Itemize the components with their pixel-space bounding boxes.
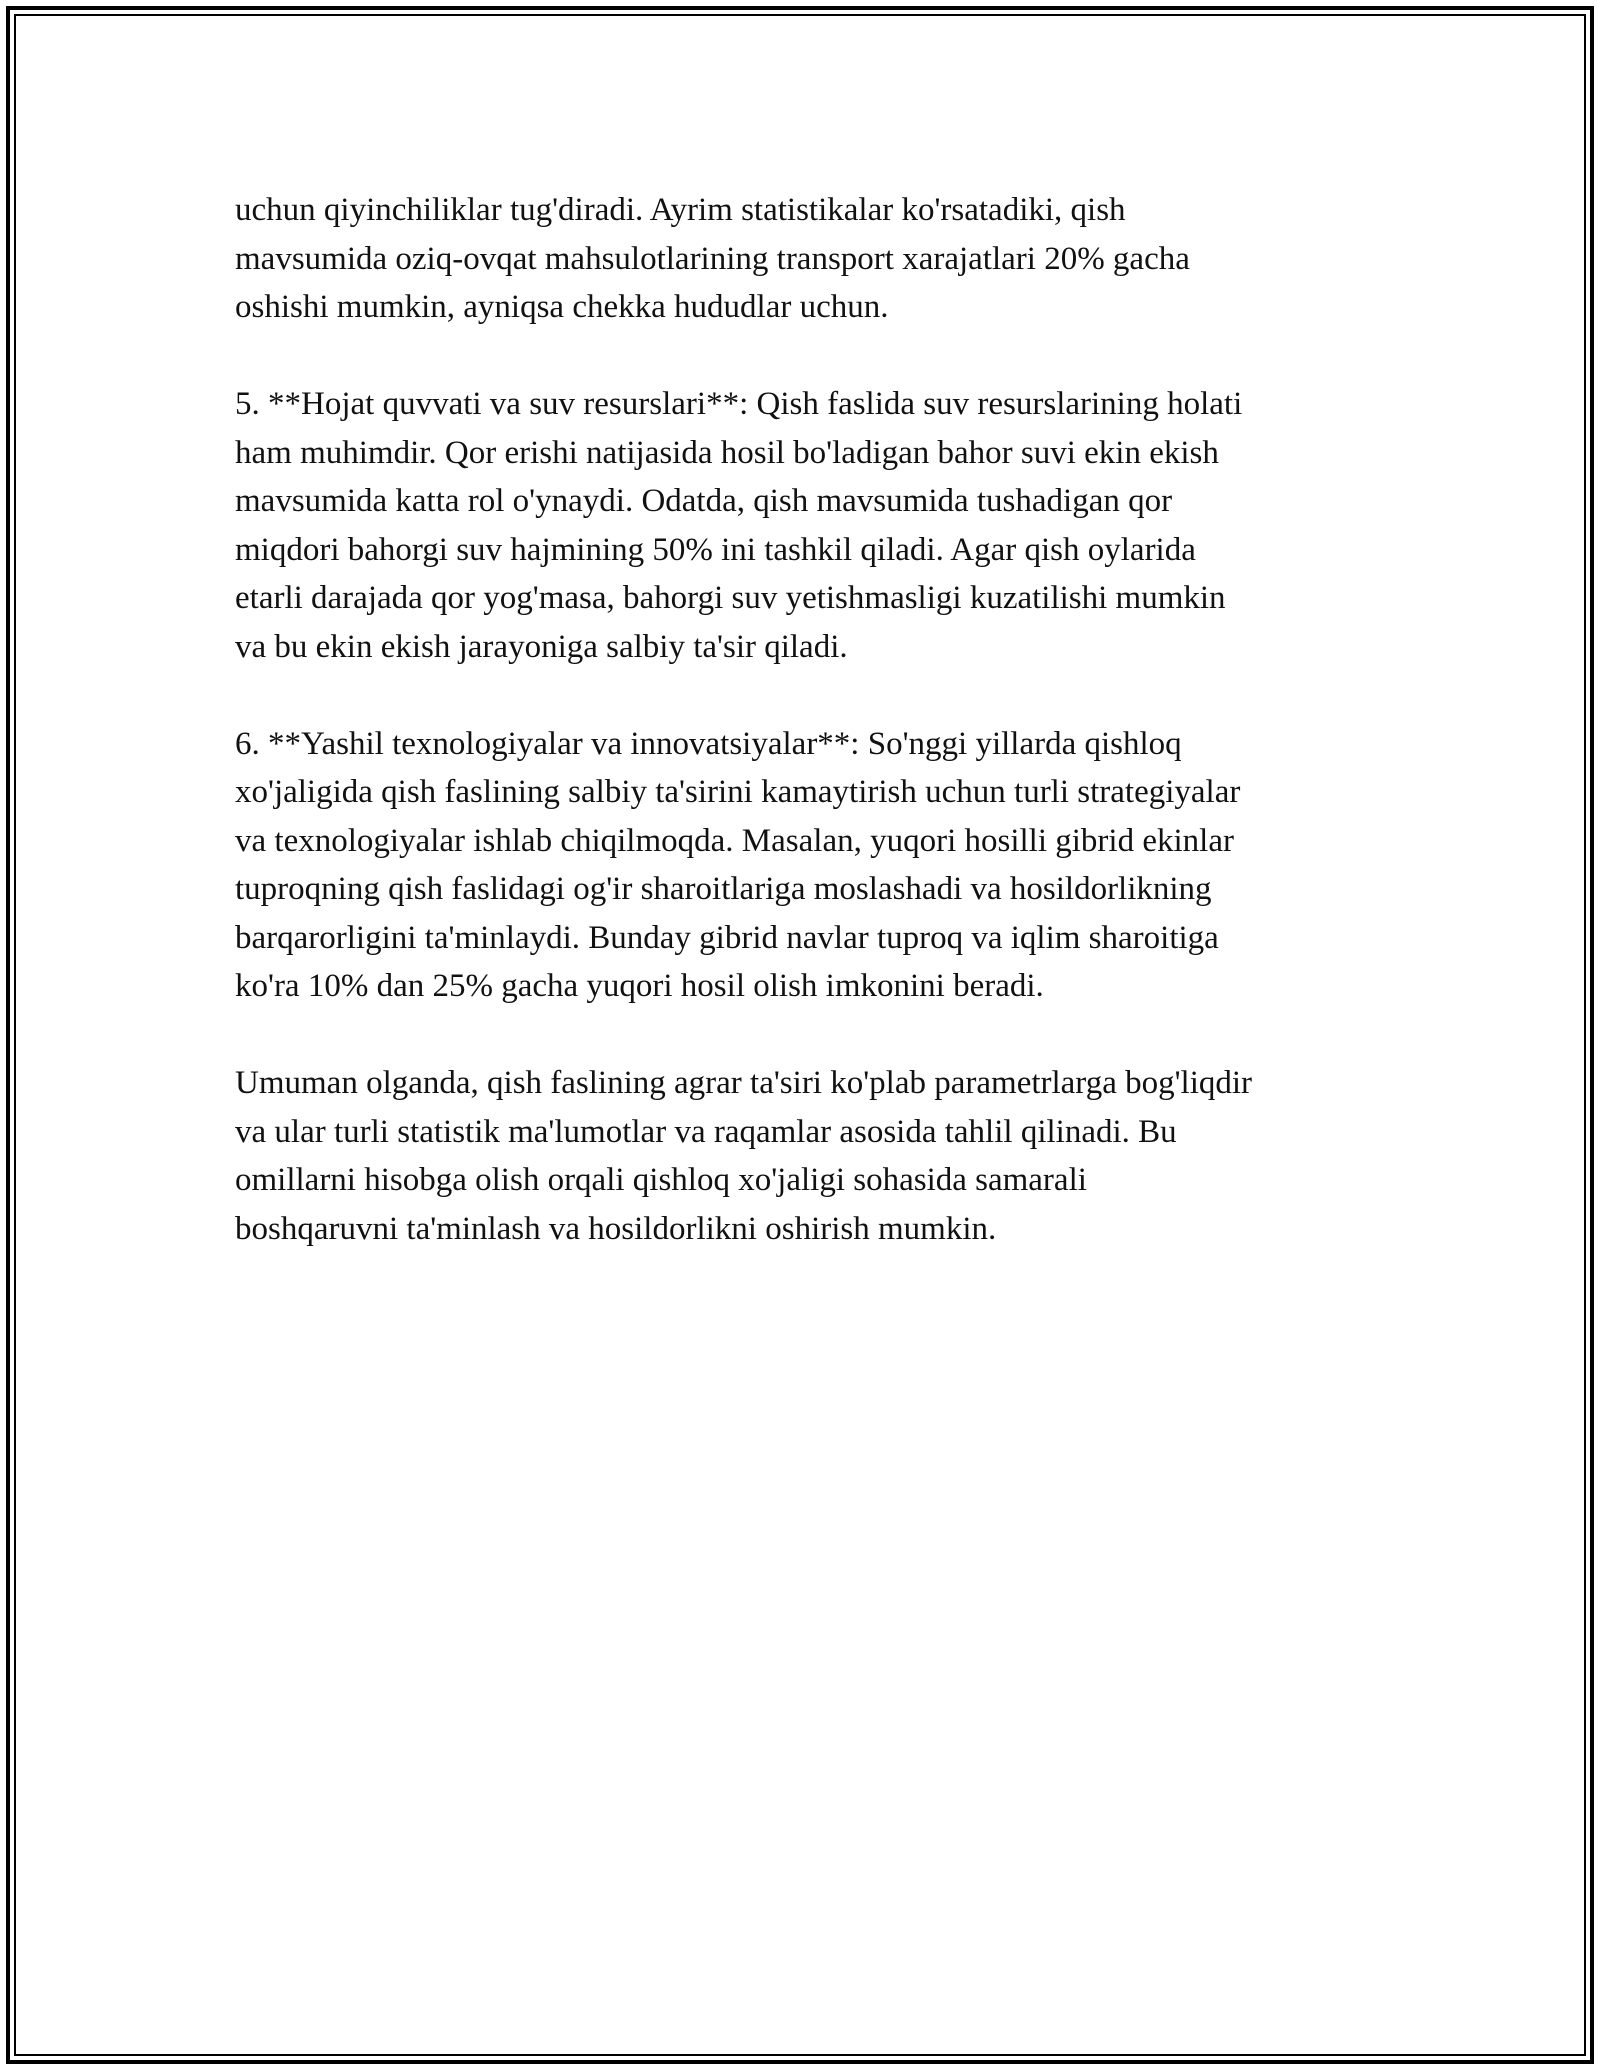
- text-line: 5. **Hojat quvvati va suv resurslari**: Qish faslida suv resurslarining holati: [235, 386, 1243, 422]
- text-line: mavsumida katta rol o'ynaydi. Odatda, qish mavsumida tushadigan qor: [235, 483, 1173, 519]
- text-line: barqarorligini ta'minlaydi. Bunday gibrid navlar tuproq va iqlim sharoitiga: [235, 919, 1219, 956]
- text-line: miqdori bahorgi suv hajmining 50% ini tashkil qiladi. Agar qish oylarida: [235, 531, 1196, 568]
- document-body: [235, 186, 1385, 1302]
- text-line: va bu ekin ekish jarayoniga salbiy ta'sir qiladi.: [235, 628, 848, 665]
- text-line: va ular turli statistik ma'lumotlar va raqamlar asosida tahlil qilinadi. Bu: [235, 1113, 1177, 1150]
- text-line: omillarni hisobga olish orqali qishloq xo'jaligi sohasida samarali: [235, 1162, 1087, 1198]
- text-line: oshishi mumkin, ayniqsa chekka hududlar uchun.: [235, 289, 889, 325]
- text-line: va texnologiyalar ishlab chiqilmoqda. Masalan, yuqori hosilli gibrid ekinlar: [235, 822, 1234, 859]
- text-line: uchun qiyinchiliklar tug'diradi. Ayrim statistikalar ko'rsatadiki, qish: [235, 192, 1126, 228]
- text-line: mavsumida oziq-ovqat mahsulotlarining transport xarajatlari 20% gacha: [235, 240, 1190, 277]
- text-line: 6. **Yashil texnologiyalar va innovatsiyalar**: So'nggi yillarda qishloq: [235, 725, 1182, 762]
- paragraph-green-technologies: [235, 720, 1385, 1011]
- text-line: etarli darajada qor yog'masa, bahorgi suv yetishmasligi kuzatilishi mumkin: [235, 580, 1226, 616]
- text-line: boshqaruvni ta'minlash va hosildorlikni oshirish mumkin.: [235, 1210, 997, 1247]
- text-line: xo'jaligida qish faslining salbiy ta'sirini kamaytirish uchun turli strategiyalar: [235, 774, 1241, 810]
- text-line: tuproqning qish faslidagi og'ir sharoitlariga moslashadi va hosildorlikning: [235, 871, 1212, 907]
- text-line: ham muhimdir. Qor erishi natijasida hosil bo'ladigan bahor suvi ekin ekish: [235, 434, 1219, 471]
- text-line: ko'ra 10% dan 25% gacha yuqori hosil olish imkonini beradi.: [235, 968, 1044, 1004]
- paragraph-water-resources: [235, 380, 1385, 671]
- paragraph-conclusion: [235, 1059, 1385, 1253]
- paragraph-transport-costs: [235, 186, 1385, 332]
- text-line: Umuman olganda, qish faslining agrar ta'siri ko'plab parametrlarga bog'liqdir: [235, 1065, 1253, 1101]
